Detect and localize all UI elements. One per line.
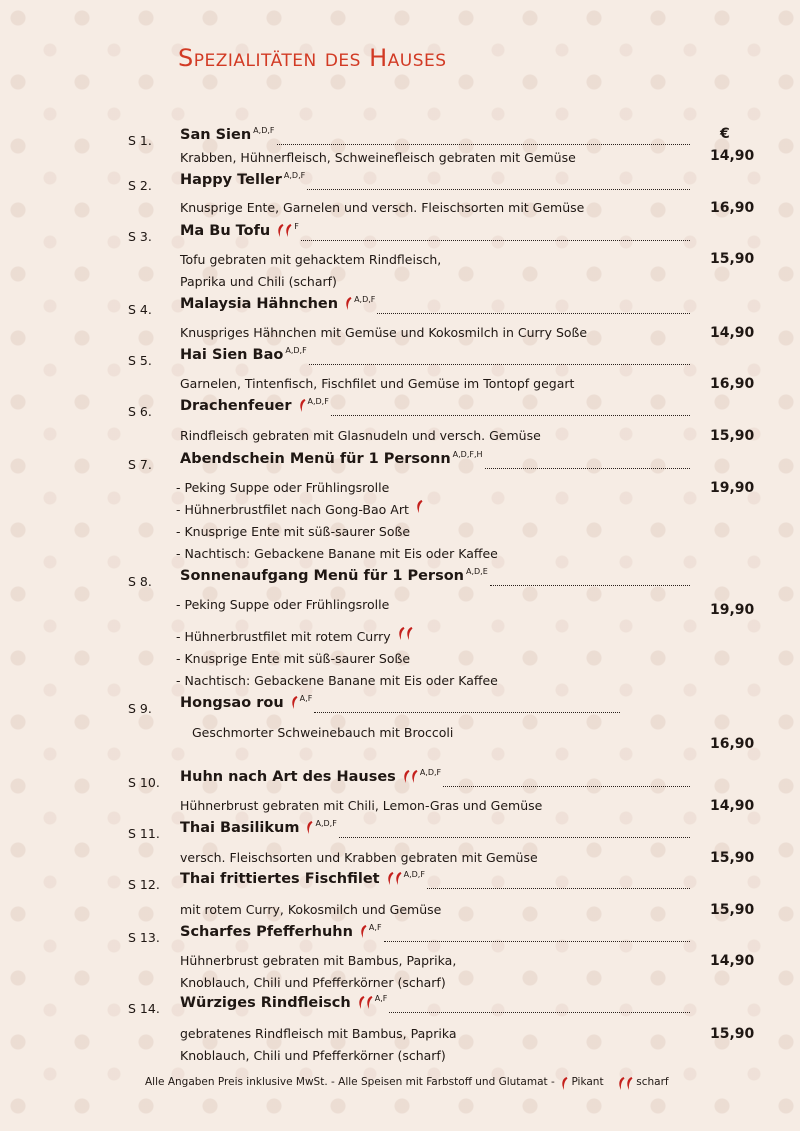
page-title: Spezialitäten des Hauses [178, 44, 447, 72]
item-name: Hai Sien Bao [180, 347, 284, 363]
item-code: S 5. [128, 353, 152, 368]
item-description [176, 477, 389, 499]
footer-note [145, 1076, 669, 1094]
description-text: versch. Fleischsorten und Krabben gebraten mit Gemüse [180, 850, 538, 865]
dot-leader [309, 364, 690, 365]
item-name-row [180, 296, 375, 315]
item-name-row [180, 347, 307, 363]
dot-leader [277, 144, 690, 145]
description-text: Knoblauch, Chili und Pfefferkörner (scharf) [180, 975, 446, 990]
item-name-row [180, 820, 337, 839]
footer-text: Alle Angaben Preis inklusive MwSt. - Alle Speisen mit Farbstoff und Glutamat - [145, 1076, 555, 1088]
item-name-row [180, 172, 305, 188]
description-text: - Hühnerbrustfilet nach Gong-Bao Art [176, 502, 409, 517]
dot-leader [331, 415, 690, 416]
item-description [180, 1023, 457, 1045]
description-text: Paprika und Chili (scharf) [180, 274, 337, 289]
description-text: - Hühnerbrustfilet mit rotem Curry [176, 629, 391, 644]
item-price: 16,90 [710, 376, 755, 392]
item-name-row [180, 695, 312, 714]
dot-leader [443, 786, 690, 787]
item-code: S 11. [128, 826, 160, 841]
description-text: - Peking Suppe oder Frühlingsrolle [176, 480, 390, 495]
item-description [180, 147, 576, 169]
item-name: Würziges Rindfleisch [180, 995, 351, 1011]
description-text: Tofu gebraten mit gehacktem Rindfleisch, [180, 252, 442, 267]
chili-icon [560, 1076, 568, 1094]
item-name: Thai frittiertes Fischfilet [180, 871, 380, 887]
item-price: 14,90 [710, 798, 755, 814]
allergen-codes: A,D,F [285, 346, 307, 355]
item-description [192, 722, 453, 744]
item-name-row [180, 127, 275, 143]
item-name: Hongsao rou [180, 695, 284, 711]
item-description [180, 271, 337, 293]
item-price: 14,90 [710, 325, 755, 341]
item-name-row [180, 924, 382, 943]
description-text: - Knusprige Ente mit süß-saurer Soße [176, 651, 411, 666]
chili-icon [305, 820, 313, 839]
item-price: 19,90 [710, 602, 755, 618]
item-name: Drachenfeuer [180, 398, 292, 414]
item-description [180, 950, 456, 972]
item-description [176, 626, 413, 648]
item-name: Ma Bu Tofu [180, 223, 271, 239]
item-code: S 8. [128, 574, 152, 589]
item-name-row [180, 995, 387, 1014]
item-price: 15,90 [710, 1026, 755, 1042]
description-text: Geschmorter Schweinebauch mit Broccoli [192, 725, 454, 740]
item-description [180, 249, 441, 271]
dot-leader [384, 941, 690, 942]
description-text: Rindfleisch gebraten mit Glasnudeln und versch. Gemüse [180, 428, 541, 443]
item-code: S 14. [128, 1001, 160, 1016]
double-chili-icon [357, 995, 373, 1014]
item-code: S 12. [128, 877, 160, 892]
item-name-row [180, 871, 425, 890]
dot-leader [427, 888, 690, 889]
double-chili-icon [386, 871, 402, 890]
allergen-codes: A,D,F [354, 295, 376, 304]
item-price: 15,90 [710, 850, 755, 866]
item-name: San Sien [180, 127, 252, 143]
item-code: S 1. [128, 133, 152, 148]
allergen-codes: A,F [299, 694, 313, 703]
dot-leader [307, 189, 690, 190]
item-code: S 3. [128, 229, 152, 244]
chili-icon [344, 296, 352, 315]
allergen-codes: A,D,F [403, 870, 425, 879]
description-text: - Nachtisch: Gebackene Banane mit Eis oder Kaffee [176, 546, 498, 561]
item-name: Scharfes Pfefferhuhn [180, 924, 353, 940]
item-name-row [180, 223, 299, 242]
double-chili-icon [402, 769, 418, 788]
item-price: 15,90 [710, 428, 755, 444]
item-code: S 6. [128, 404, 152, 419]
double-chili-icon [276, 223, 292, 242]
allergen-codes: A,F [368, 923, 382, 932]
item-price: 19,90 [710, 480, 755, 496]
item-code: S 10. [128, 775, 160, 790]
description-text: - Nachtisch: Gebackene Banane mit Eis oder Kaffee [176, 673, 498, 688]
description-text: gebratenes Rindfleisch mit Bambus, Paprika [180, 1026, 457, 1041]
item-description [176, 499, 423, 521]
allergen-codes: F [294, 222, 299, 231]
item-description [180, 373, 574, 395]
allergen-codes: A,D,F [253, 126, 275, 135]
allergen-codes: A,D,E [466, 567, 488, 576]
item-description [176, 594, 389, 616]
item-name-row [180, 451, 483, 467]
item-description [180, 795, 542, 817]
item-description [176, 670, 498, 692]
item-name-row [180, 568, 488, 584]
item-description [180, 847, 538, 869]
description-text: Hühnerbrust gebraten mit Chili, Lemon-Gras und Gemüse [180, 798, 543, 813]
description-text: mit rotem Curry, Kokosmilch und Gemüse [180, 902, 442, 917]
footer-scharf-label: scharf [636, 1076, 669, 1088]
item-description [176, 521, 410, 543]
item-code: S 2. [128, 178, 152, 193]
chili-icon [290, 695, 298, 714]
item-price: 14,90 [710, 953, 755, 969]
description-text: Knoblauch, Chili und Pfefferkörner (scharf) [180, 1048, 446, 1063]
dot-leader [389, 1012, 690, 1013]
item-name: Happy Teller [180, 172, 282, 188]
item-description [180, 899, 441, 921]
chili-icon [415, 499, 423, 521]
item-name: Malaysia Hähnchen [180, 296, 339, 312]
allergen-codes: A,D,F,H [452, 450, 483, 459]
item-name: Sonnenaufgang Menü für 1 Person [180, 568, 464, 584]
description-text: - Knusprige Ente mit süß-saurer Soße [176, 524, 411, 539]
dot-leader [339, 837, 690, 838]
dot-leader [485, 468, 690, 469]
item-description [180, 1045, 446, 1067]
allergen-codes: A,F [374, 994, 388, 1003]
dot-leader [377, 313, 690, 314]
item-description [180, 972, 446, 994]
item-name-row [180, 398, 329, 417]
double-chili-icon [617, 1076, 633, 1094]
allergen-codes: A,D,F [307, 397, 329, 406]
item-price: 14,90 [710, 148, 755, 164]
item-code: S 4. [128, 302, 152, 317]
item-name: Huhn nach Art des Hauses [180, 769, 396, 785]
item-code: S 9. [128, 701, 152, 716]
allergen-codes: A,D,F [315, 819, 337, 828]
item-description [176, 648, 410, 670]
item-price: 16,90 [710, 200, 755, 216]
double-chili-icon [397, 626, 413, 648]
item-price: 16,90 [710, 736, 755, 752]
description-text: Garnelen, Tintenfisch, Fischfilet und Gemüse im Tontopf gegart [180, 376, 575, 391]
dot-leader [314, 712, 620, 713]
chili-icon [359, 924, 367, 943]
dot-leader [490, 585, 690, 586]
item-name: Abendschein Menü für 1 Personn [180, 451, 451, 467]
item-code: S 13. [128, 930, 160, 945]
description-text: Knuspriges Hähnchen mit Gemüse und Kokosmilch in Curry Soße [180, 325, 588, 340]
item-name-row [180, 769, 441, 788]
item-name: Thai Basilikum [180, 820, 300, 836]
item-price: 15,90 [710, 902, 755, 918]
item-code: S 7. [128, 457, 152, 472]
chili-icon [298, 398, 306, 417]
description-text: Knusprige Ente, Garnelen und versch. Fleischsorten mit Gemüse [180, 200, 585, 215]
dot-leader [301, 240, 690, 241]
currency-symbol: € [720, 126, 730, 142]
allergen-codes: A,D,F [419, 768, 442, 777]
allergen-codes: A,D,F [283, 171, 306, 180]
description-text: Hühnerbrust gebraten mit Bambus, Paprika, [180, 953, 457, 968]
description-text: Krabben, Hühnerfleisch, Schweinefleisch gebraten mit Gemüse [180, 150, 576, 165]
item-description [180, 322, 587, 344]
item-description [176, 543, 498, 565]
footer-pikant-label: Pikant [571, 1076, 604, 1088]
item-price: 15,90 [710, 251, 755, 267]
description-text: - Peking Suppe oder Frühlingsrolle [176, 597, 390, 612]
item-description [180, 425, 541, 447]
item-description [180, 197, 584, 219]
